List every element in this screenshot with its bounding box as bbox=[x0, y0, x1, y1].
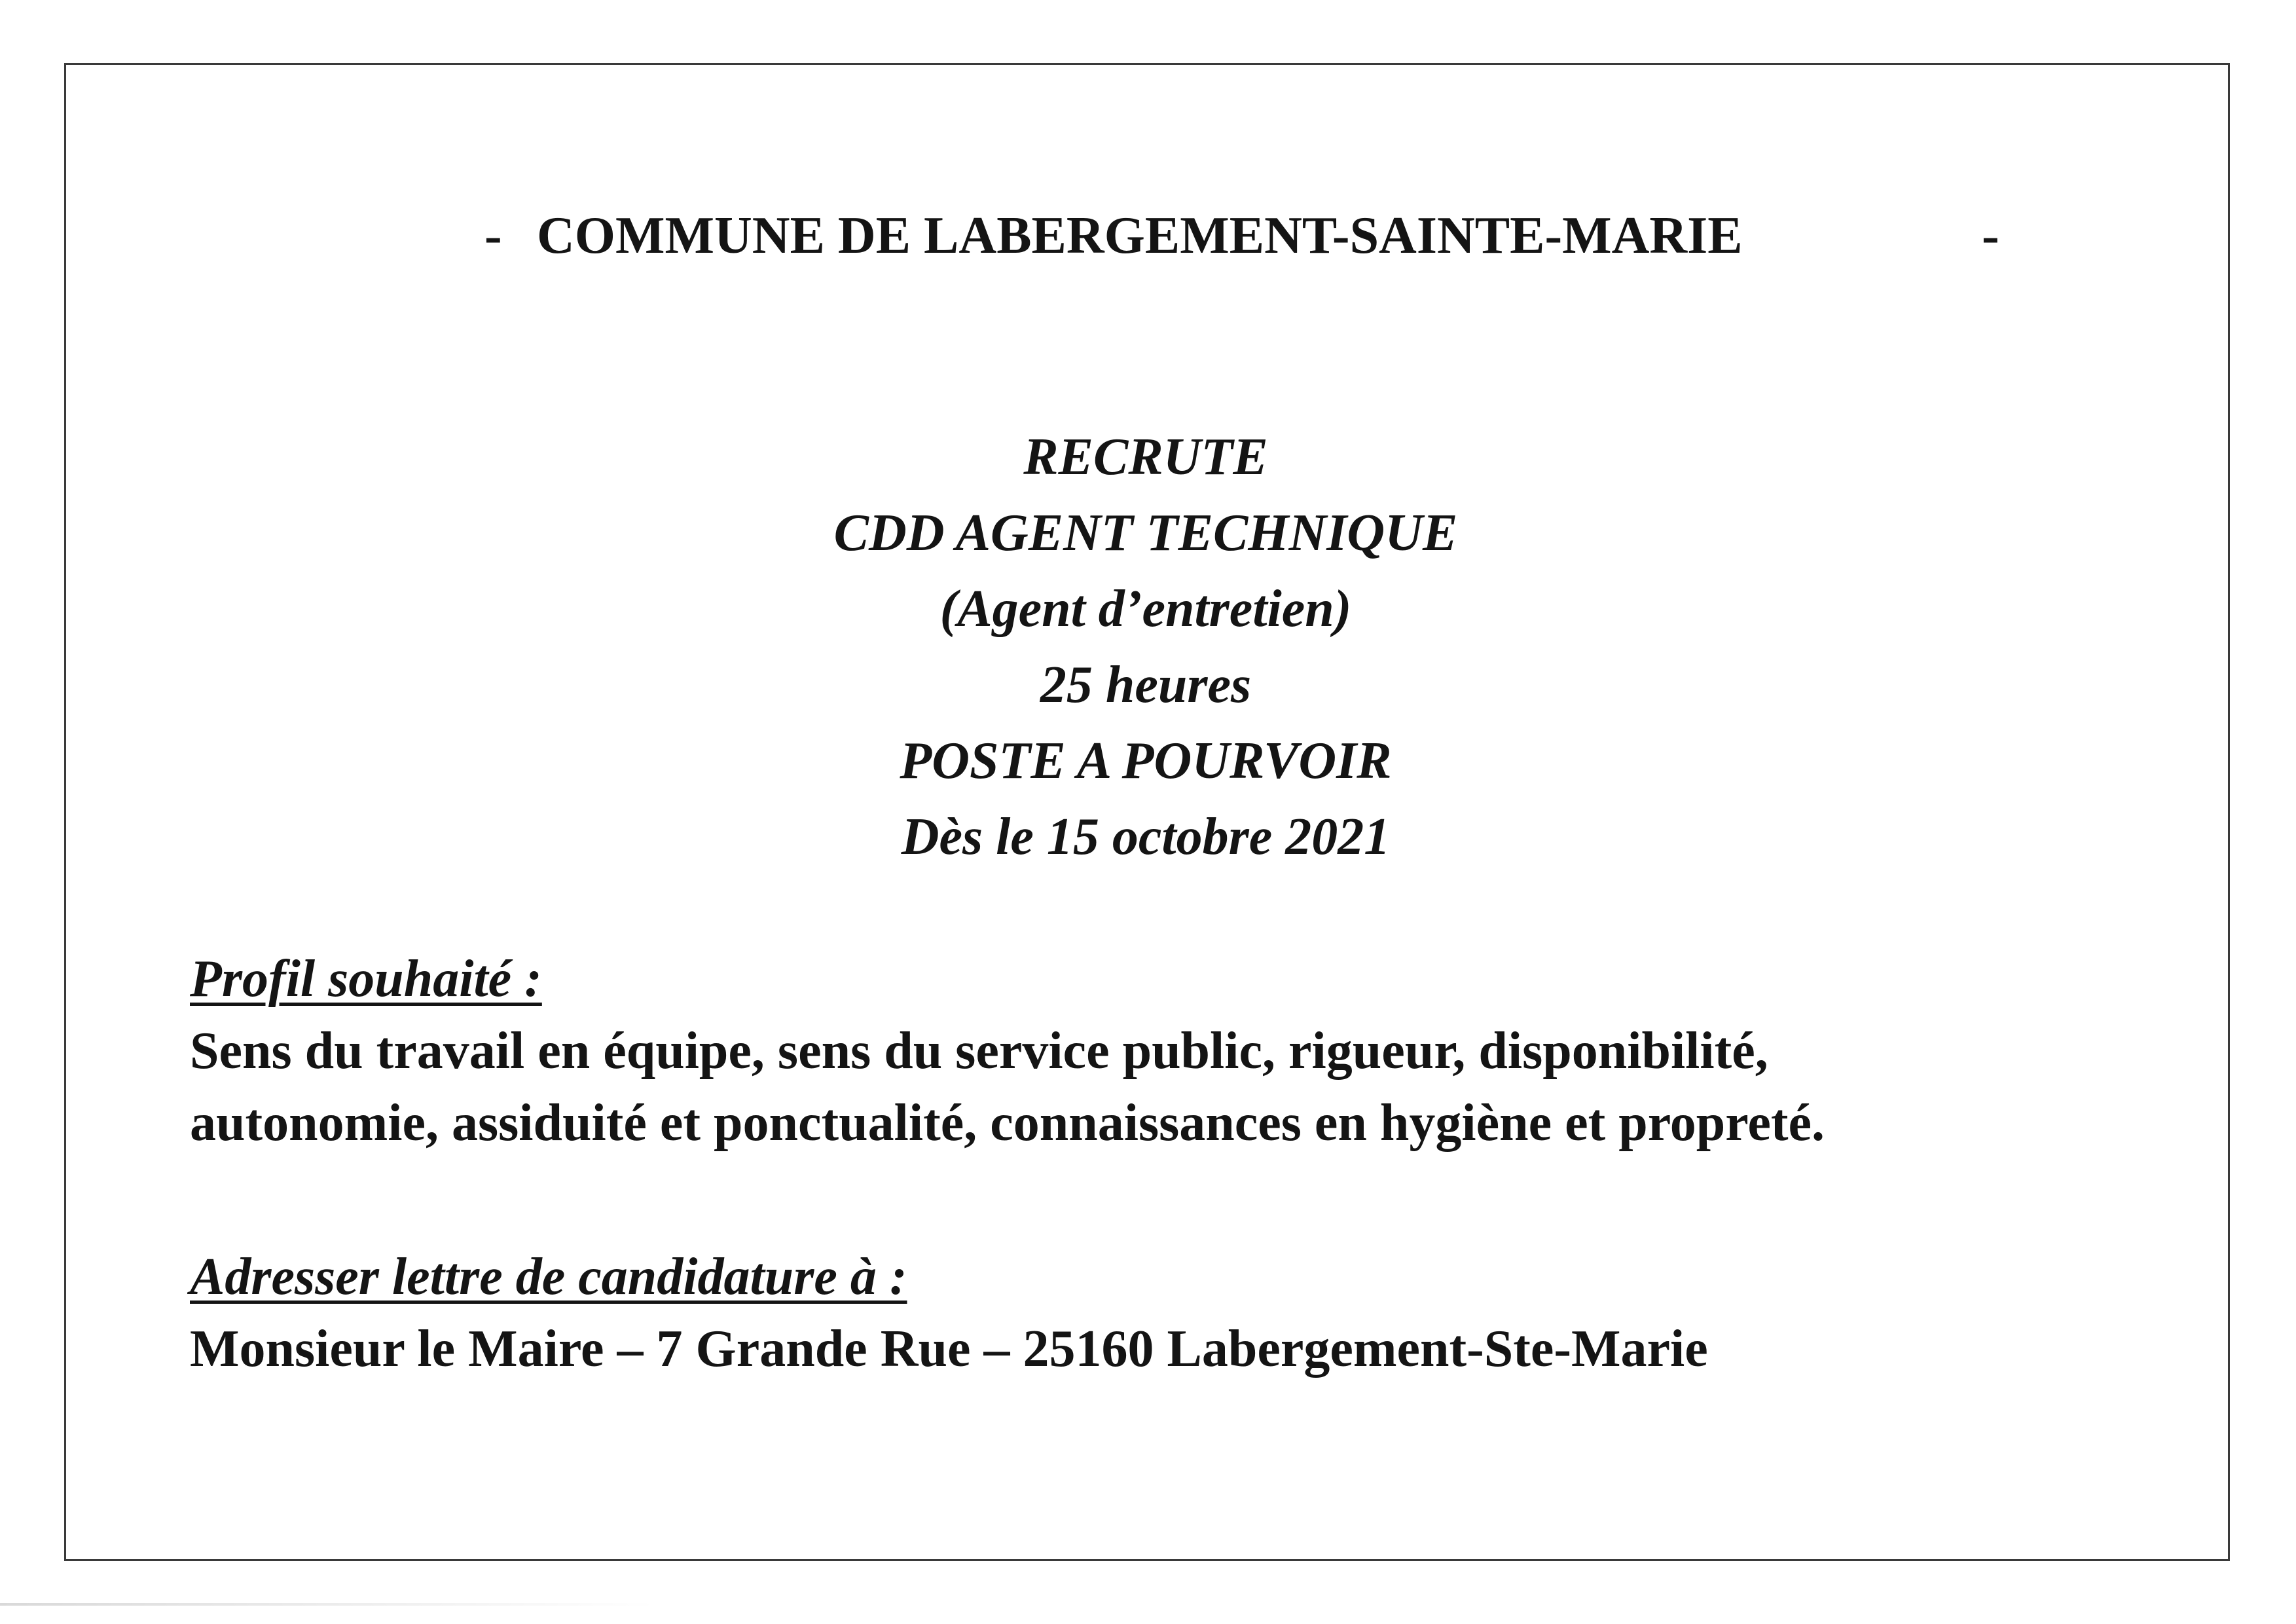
contact-section bbox=[190, 1241, 2187, 1385]
scan-edge-shadow bbox=[0, 1603, 655, 1606]
profile-line-2: autonomie, assiduité et ponctualité, connaissances en hygiène et propreté. bbox=[190, 1094, 1825, 1152]
header-dash-left: - bbox=[484, 207, 502, 265]
offer-start-date: Dès le 15 octobre 2021 bbox=[901, 808, 1391, 866]
profile-line-1: Sens du travail en équipe, sens du service public, rigueur, disponibilité, bbox=[190, 1022, 1768, 1080]
job-offer-block bbox=[589, 419, 1702, 875]
contact-address: Monsieur le Maire – 7 Grande Rue – 25160 Labergement-Ste-Marie bbox=[190, 1320, 1708, 1378]
profile-heading: Profil souhaité : bbox=[190, 950, 542, 1008]
header-dash-right: - bbox=[1982, 207, 1999, 265]
header bbox=[484, 200, 2023, 272]
offer-hours: 25 heures bbox=[1040, 656, 1252, 714]
profile-section bbox=[190, 943, 2187, 1159]
contact-heading: Adresser lettre de candidature à : bbox=[190, 1248, 907, 1306]
offer-recrute: RECRUTE bbox=[1023, 428, 1268, 486]
offer-status: POSTE A POURVOIR bbox=[900, 732, 1392, 790]
commune-title: COMMUNE DE LABERGEMENT-SAINTE-MARIE bbox=[537, 207, 1743, 265]
offer-position: CDD AGENT TECHNIQUE bbox=[833, 504, 1458, 562]
offer-role-detail: (Agent d’entretien) bbox=[939, 580, 1352, 638]
